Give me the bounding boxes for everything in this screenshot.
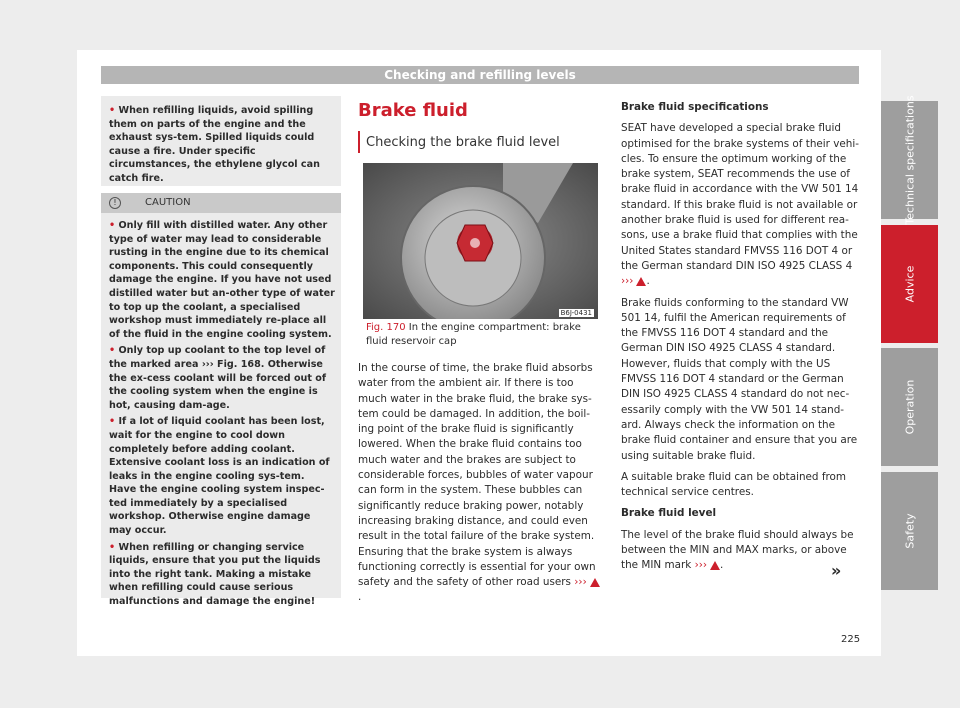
section-title: Brake fluid [358, 100, 468, 121]
section-subtitle: Checking the brake fluid level [366, 135, 560, 150]
brake-fluid-intro: In the course of time, the brake fluid absorbs water from the ambient air. If there is too much water in the brake fluid, the brake sys-tem could be damaged. In addition, the boil-ing point of the brake fluid is significantly lowered. When the brake fluid contains too much water and the brakes are subject to considerable forces, bubbles of water vapour can form in the system. These bubbles can significantly reduce braking power, notably increasing braking distance, and could even result in the total failure of the brake system. Ensuring that the brake system is always functioning correctly is essential for your own safety and the safety of other road users ›››. [358, 361, 603, 606]
figure-caption [366, 321, 601, 349]
warning-triangle-icon [636, 277, 646, 286]
spec-paragraph-3: A suitable brake fluid can be obtained from technical service centres. [621, 470, 847, 499]
brake-fluid-specs [621, 100, 863, 580]
tab-advice[interactable]: Advice [881, 225, 938, 343]
figure-caption-text: In the engine compartment: brake fluid reservoir cap [366, 322, 581, 347]
page-number: 225 [841, 634, 861, 645]
warning-box [101, 96, 341, 186]
caution-header [101, 193, 341, 213]
tab-operation[interactable]: Operation [881, 348, 938, 466]
cap-illustration [363, 163, 598, 319]
caution-box [101, 193, 341, 608]
caution-item: • Only fill with distilled water. Any other type of water may lead to considerable rusting in the engine due to its chemical components. This could consequently damage the engine. If you have not used distilled water but an-other type of water to top up the coolant, a specialised workshop must immediately re-place all of the fluid in the engine cooling system. [109, 220, 335, 340]
caution-item: • When refilling or changing service liquids, ensure that you put the liquids into the right tank. Making a mistake when refilling could cause serious malfunctions and damage the engine! [109, 541, 321, 608]
bullet-icon: • [109, 105, 119, 116]
brake-fluid-cap-photo [363, 163, 598, 319]
caution-item: • Only top up coolant to the top level of the marked area ››› Fig. 168. Otherwise the ex-cess coolant will be forced out of the cooling system when the engine is hot, causing dam-age. [109, 345, 327, 411]
warning-triangle-icon [710, 561, 720, 570]
info-icon: ! [109, 197, 121, 209]
spec-heading: Brake fluid specifications [621, 101, 769, 113]
caution-item: • If a lot of liquid coolant has been lost, wait for the engine to cool down completely before adding coolant. Extensive coolant loss is an indication of leaks in the engine cooling sys-tem. Have the engine cooling system inspec-ted immediately by a specialised workshop. Otherwise engine damage may occur. [109, 416, 330, 537]
cross-ref-arrow[interactable]: ››› [621, 275, 634, 288]
level-paragraph: The level of the brake fluid should always be between the MIN and MAX marks, or above the MIN mark ››› . [621, 528, 854, 572]
continue-icon: » [831, 561, 842, 580]
caution-list [101, 213, 341, 609]
page-header: Checking and refilling levels [101, 66, 859, 84]
figure-number: Fig. 170 [366, 322, 406, 333]
tab-safety[interactable]: Safety [881, 472, 938, 590]
tab-technical-specifications[interactable]: Technical specifications [881, 101, 938, 219]
cross-ref-arrow[interactable]: ››› [694, 559, 708, 572]
warning-text: When refilling liquids, avoid spilling them on parts of the engine and the exhaust sys-tem. Spilled liquids could cause a fire. Under specific circumstances, the ethylene glycol can catch fire. [109, 105, 320, 184]
cross-ref-arrow[interactable]: ››› [574, 576, 587, 589]
spec-paragraph-2: Brake fluids conforming to the standard VW 501 14, fulfil the American requirements of the FMVSS 116 DOT 4 standard and the German DIN ISO 4925 CLASS 4 standard. However, fluids that comply with the US FMVSS 116 DOT 4 standard or the German DIN ISO 4925 CLASS 4 standard do not nec-essarily comply with the VW 501 14 stand-ard. Always check the information on the brake fluid container and ensure that you are using suitable brake fluid. [621, 296, 858, 462]
title-accent-rule [358, 131, 360, 153]
spec-paragraph-1: SEAT have developed a special brake fluid optimised for the brake systems of their vehi-cles. To ensure the optimum working of the brake system, SEAT recommends the use of brake fluid in accordance with the VW 501 14 standard. If this brake fluid is not available or another brake fluid is used for different rea-sons, use a brake fluid that complies with the United States standard FMVSS 116 DOT 4 or the German standard DIN ISO 4925 CLASS 4 ››› . [621, 122, 860, 288]
figure-code: B6J-0431 [560, 309, 592, 317]
warning-triangle-icon [590, 578, 600, 587]
caution-label: CAUTION [145, 197, 191, 208]
level-heading: Brake fluid level [621, 507, 717, 520]
